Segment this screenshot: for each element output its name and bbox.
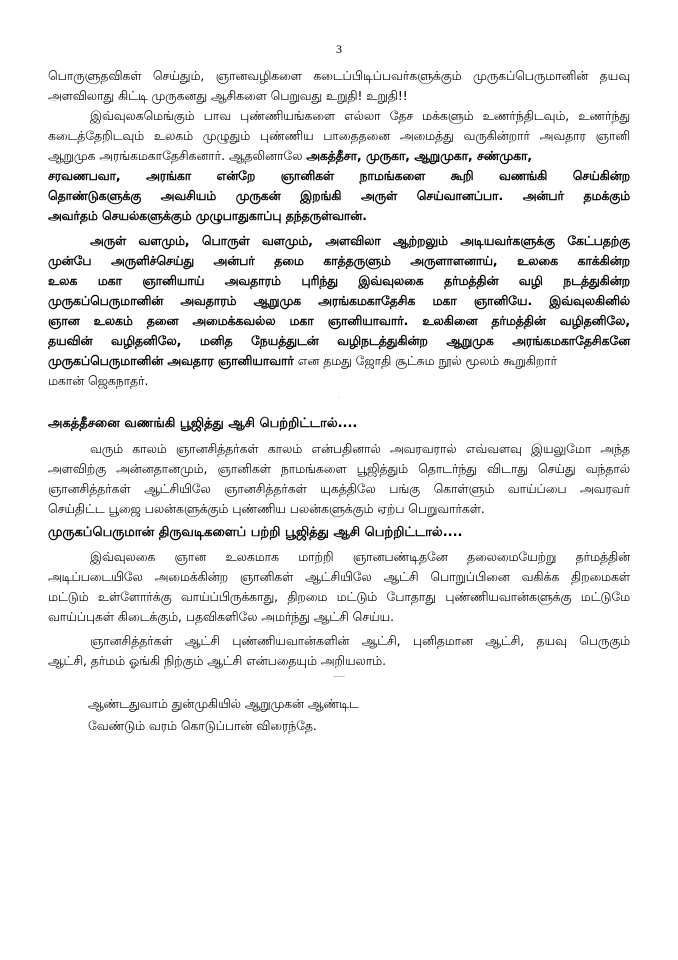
paragraph-line: தயவின் வழிதனிலே, மனித நேயத்துடன் வழிநடத்துகின்ற ஆறுமுக அரங்கமகாதேசிகனே xyxy=(48,334,630,348)
paragraph-line: அடிப்படையிலே அமைக்கின்ற ஞானிகள் ஆட்சியிலே ஆட்சி பொறுப்பினை வகிக்க திறமைகள் xyxy=(48,570,630,584)
paragraph-line: ஞானசித்தர்கள் ஆட்சியிலே ஞானசித்தர்கள் யுகத்திலே பங்கு கொள்ளும் வாய்ப்பை அவரவர் xyxy=(48,482,630,496)
paragraph-line: முருகப்பெருமானின் அவதாரம் ஆறுமுக அரங்கமகாதேசிக மகா ஞானியே. இவ்வுலகினில் xyxy=(48,294,630,308)
paragraph-line: மகான் ஜெகநாதர். xyxy=(48,374,149,388)
paragraph-line: பொருளுதவிகள் செய்தும், ஞானவழிகளை கடைப்பிடிப்பவர்களுக்கும் முருகப்பெருமானின் தயவு xyxy=(48,69,630,83)
dots-separator: …………… xyxy=(333,675,345,678)
paragraph-line: அளவிற்கு அன்னதானமும், ஞானிகள் நாமங்களை பூஜித்தும் தொடர்ந்து விடாது செய்து வந்தால் xyxy=(48,462,630,476)
paragraph-line: மட்டும் உள்ளோர்க்கு வாய்ப்பிருக்காது, திறமை மட்டும் போதாது புண்ணியவான்களுக்கு மட்டுமே xyxy=(48,590,630,604)
paragraph-line: வாய்ப்புகள் கிடைக்கும், பதவிகளிலே அமர்ந்து ஆட்சி செய்ய. xyxy=(48,610,394,624)
paragraph-line: தொண்டுகளுக்கு அவசியம் முருகன் இறங்கி அருள் செய்வானப்பா. அன்பர் தமக்கும் xyxy=(48,189,630,203)
paragraph-line: இவ்வுலகமெங்கும் பாவ புண்ணியங்களை எல்லா தேச மக்களும் உணர்ந்திடவும், உணர்ந்து xyxy=(90,109,630,123)
verse-line: வேண்டும் வரம் கொடுப்பான் விரைந்தே. xyxy=(88,719,317,733)
paragraph-line: முன்பே அருளிச்செய்து அன்பர் தமை காத்தருளும் அருளாளனாய், உலகை காக்கின்ற xyxy=(48,254,630,268)
paragraph-line: ஞானசித்தர்கள் ஆட்சி புண்ணியவான்களின் ஆட்சி, புனிதமான ஆட்சி, தயவு பெருகும் xyxy=(90,634,630,648)
paragraph-line: ஆறுமுக அரங்கமகாதேசிகனார். ஆதலினாலே அகத்தீசா, முருகா, ஆறுமுகா, சண்முகா, xyxy=(48,149,533,163)
paragraph-line: உலக மகா ஞானியாய் அவதாரம் புரிந்து இவ்வுலகை தர்மத்தின் வழி நடத்துகின்ற xyxy=(48,274,630,288)
paragraph-line: முருகப்பெருமானின் அவதார ஞானியாவார் என தமது ஜோதி சூட்சும நூல் மூலம் கூறுகிறார் xyxy=(48,354,558,368)
page-number: 3 xyxy=(336,42,342,56)
verse-line: ஆண்டதுவாம் துன்முகியில் ஆறுமுகன் ஆண்டிட xyxy=(88,697,359,711)
paragraph-line: செய்திட்ட பூஜை பலன்களுக்கும் புண்ணிய பலன்களுக்கும் ஏற்ப பெறுவார்கள். xyxy=(48,502,485,516)
paragraph-line: கடைத்தேறிடவும் உலகம் முழுதும் புண்ணிய பாதைதனை அமைத்து வருகின்றார் அவதார ஞானி xyxy=(48,129,630,143)
paragraph-line: வரும் காலம் ஞானசித்தர்கள் காலம் என்பதினால் அவரவரால் எவ்வளவு இயலுமோ அந்த xyxy=(90,442,630,456)
section-heading: அகத்தீசனை வணங்கி பூஜித்து ஆசி பெற்றிட்டால்.... xyxy=(48,416,358,431)
section-heading: முருகப்பெருமான் திருவடிகளைப் பற்றி பூஜித்து ஆசி பெற்றிட்டால்.... xyxy=(48,525,463,540)
paragraph-line: ஆட்சி, தர்மம் ஓங்கி நிற்கும் ஆட்சி என்பதையும் அறியலாம். xyxy=(48,654,386,668)
paragraph-line: ஞான உலகம் தனை அமைக்கவல்ல மகா ஞானியாவார். உலகினை தர்மத்தின் வழிதனிலே, xyxy=(48,314,630,328)
paragraph-line: இவ்வுலகை ஞான உலகமாக மாற்றி ஞானபண்டிதனே தலைமையேற்று தர்மத்தின் xyxy=(90,550,630,564)
separator-subam: –சுபம்– xyxy=(337,398,341,399)
paragraph-line: சரவணபவா, அரங்கா என்றே ஞானிகள் நாமங்களை கூறி வணங்கி செய்கின்ற xyxy=(48,169,630,183)
paragraph-line: அளவிலாது கிட்டி முருகனது ஆசிகளை பெறுவது உறுதி! உறுதி!! xyxy=(48,89,408,103)
paragraph-line: அருள் வளமும், பொருள் வளமும், அளவிலா ஆற்றலும் அடியவர்களுக்கு கேட்பதற்கு xyxy=(90,234,630,248)
paragraph-line: அவர்தம் செயல்களுக்கும் முழுபாதுகாப்பு தந்தருள்வான். xyxy=(48,209,367,223)
